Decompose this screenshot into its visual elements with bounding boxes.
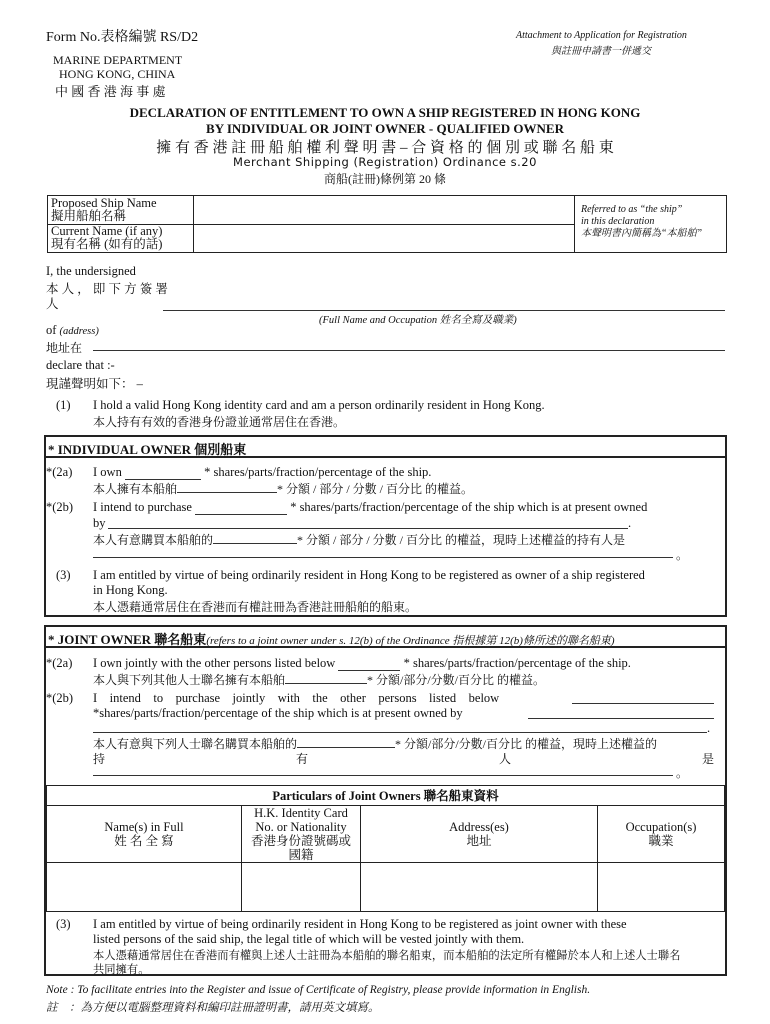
declare-label: declare that :-	[46, 358, 115, 372]
individual-present-owner-input[interactable]	[108, 516, 628, 529]
declare-label-zh: 現謹聲明如下： –	[46, 377, 143, 391]
department-location: HONG KONG, CHINA	[59, 67, 176, 81]
individual-2b-by: by	[93, 516, 106, 530]
clause-1-text-zh: 本人持有有效的香港身份證並通常居住在香港。	[93, 415, 346, 429]
joint-3-text-zh-2: 共同擁有。	[93, 964, 150, 976]
footer-note-zh: 註 ：為方便以電腦整理資料和編印註冊證明書，請用英文填寫。	[46, 1002, 380, 1014]
attachment-note-en: Attachment to Application for Registration	[516, 30, 687, 41]
address-cell[interactable]	[361, 863, 598, 912]
individual-2a-text-zh: 本人擁有本船舶 * 分額 / 部分 / 分數 / 百分比 的權益。	[93, 482, 474, 496]
individual-shares-purchase-input[interactable]	[195, 502, 287, 515]
joint-present-owner-input[interactable]	[528, 706, 714, 719]
individual-2b-period: 。	[676, 548, 689, 562]
current-name-label: Current Name (if any) 現有名稱 (如有的話)	[51, 224, 163, 251]
individual-2a-number: *(2a)	[46, 465, 73, 479]
ordinance-ref-en: Merchant Shipping (Registration) Ordinance s.20	[233, 155, 537, 169]
proposed-ship-name-input[interactable]	[196, 198, 574, 222]
department-name-zh: 中 國 香 港 海 事 處	[55, 84, 166, 99]
joint-2b-text-zh: 本人有意與下列人士聯名購買本船舶的 * 分額/部分/分數/百分比 的權益，現時上述權益的	[93, 737, 658, 751]
column-header-occupation: Occupation(s) 職業	[598, 806, 725, 863]
clause-1-number: (1)	[56, 398, 71, 412]
address-label: of (address)	[46, 323, 99, 337]
address-label-zh: 地址在	[46, 341, 83, 355]
title-line-2: BY INDIVIDUAL OR JOINT OWNER - QUALIFIED OWNER	[206, 121, 564, 136]
joint-owner-heading: * JOINT OWNER 聯名船東(refers to a joint owner under s. 12(b) of the Ordinance 指根據第 12(b)條所述的聯名船東)	[48, 632, 615, 647]
table-row	[47, 863, 725, 912]
title-zh: 擁 有 香 港 註 冊 船 舶 權 利 聲 明 書 – 合 資 格 的 個 別 或 聯 名 船 東	[156, 140, 614, 156]
particulars-heading: Particulars of Joint Owners 聯名船東資料	[47, 786, 725, 806]
individual-owner-heading: * INDIVIDUAL OWNER 個別船東	[48, 442, 247, 457]
ordinance-ref-zh: 商船(註冊)條例第 20 條	[324, 172, 446, 186]
individual-shares-owned-input[interactable]	[125, 467, 201, 480]
current-name-input[interactable]	[196, 227, 574, 251]
individual-2a-text: I own * shares/parts/fraction/percentage of the ship.	[93, 465, 432, 479]
joint-shares-owned-input[interactable]	[338, 658, 400, 671]
ship-reference-note: Referred to as “the ship” in this declaration 本聲明書內簡稱為“本船舶”	[581, 204, 703, 239]
joint-2b-text-2: *shares/parts/fraction/percentage of the ship which is at present owned by	[93, 706, 463, 720]
individual-3-text-2: in Hong Kong.	[93, 583, 168, 597]
table-header-row	[47, 806, 725, 863]
undersigned-label-zh: 本 人 ， 即 下 方 簽 署	[46, 282, 168, 296]
full-name-caption: (Full Name and Occupation 姓名全寫及職業)	[319, 315, 517, 326]
joint-2b-text-zh-2: 持 有 人 是	[93, 752, 714, 766]
full-name-occupation-input[interactable]	[163, 298, 725, 311]
individual-3-number: (3)	[56, 568, 71, 582]
individual-2b-number: *(2b)	[46, 500, 74, 514]
joint-3-text-zh: 本人憑藉通常居住在香港而有權與上述人士註冊為本船舶的聯名船東，而本船舶的法定所有權歸於本人和上述人士聯名	[93, 950, 681, 962]
undersigned-label-zh-2: 人	[46, 297, 59, 311]
individual-3-text: I am entitled by virtue of being ordinarily resident in Hong Kong to be registered as owner of a ship registered	[93, 568, 645, 582]
column-header-name: Name(s) in Full 姓 名 全 寫	[47, 806, 242, 863]
attachment-note-zh: 與註冊申請書一併遞交	[551, 46, 651, 57]
address-input[interactable]	[93, 338, 725, 351]
joint-owners-table	[46, 785, 725, 912]
joint-2b-dot: .	[707, 721, 711, 735]
department-name: MARINE DEPARTMENT	[53, 53, 183, 67]
column-header-address: Address(es) 地址	[361, 806, 598, 863]
joint-3-number: (3)	[56, 917, 71, 931]
undersigned-label: I, the undersigned	[46, 264, 136, 278]
form-number: Form No.表格編號 RS/D2	[46, 30, 199, 45]
proposed-ship-name-label: Proposed Ship Name 擬用船舶名稱	[51, 196, 157, 223]
joint-2b-text: I intend to purchase jointly with the other persons listed below	[93, 691, 500, 705]
column-header-id: H.K. Identity Card No. or Nationality 香港身份證號碼或國籍	[242, 806, 361, 863]
joint-3-text: I am entitled by virtue of being ordinarily resident in Hong Kong to be registered as joint owner with these	[93, 917, 627, 931]
joint-2b-number: *(2b)	[46, 691, 74, 705]
title-line-1: DECLARATION OF ENTITLEMENT TO OWN A SHIP REGISTERED IN HONG KONG	[129, 105, 641, 120]
individual-2b-dot: .	[628, 516, 632, 530]
joint-2b-period: 。	[676, 766, 689, 780]
joint-2a-text: I own jointly with the other persons listed below * shares/parts/fraction/percentage of the ship.	[93, 656, 631, 670]
joint-shares-purchase-input[interactable]	[572, 691, 714, 704]
id-cell[interactable]	[242, 863, 361, 912]
joint-3-text-2: listed persons of the said ship, the legal title of which will be vested jointly with them.	[93, 932, 525, 946]
individual-3-text-zh: 本人憑藉通常居住在香港而有權註冊為香港註冊船舶的船東。	[93, 600, 418, 614]
joint-2a-number: *(2a)	[46, 656, 73, 670]
occupation-cell[interactable]	[598, 863, 725, 912]
individual-2b-text: I intend to purchase * shares/parts/fraction/percentage of the ship which is at present owned	[93, 500, 648, 514]
name-cell[interactable]	[47, 863, 242, 912]
individual-2b-text-zh: 本人有意購買本船舶的 * 分額 / 部分 / 分數 / 百分比 的權益，現時上述權益的持有人是	[93, 533, 626, 547]
footer-note-en: Note : To facilitate entries into the Register and issue of Certificate of Registry, please provide information in English.	[46, 984, 591, 996]
clause-1-text: I hold a valid Hong Kong identity card and am a person ordinarily resident in Hong Kong.	[93, 398, 545, 412]
joint-2a-text-zh: 本人與下列其他人士聯名擁有本船舶 * 分額/部分/分數/百分比 的權益。	[93, 673, 546, 687]
